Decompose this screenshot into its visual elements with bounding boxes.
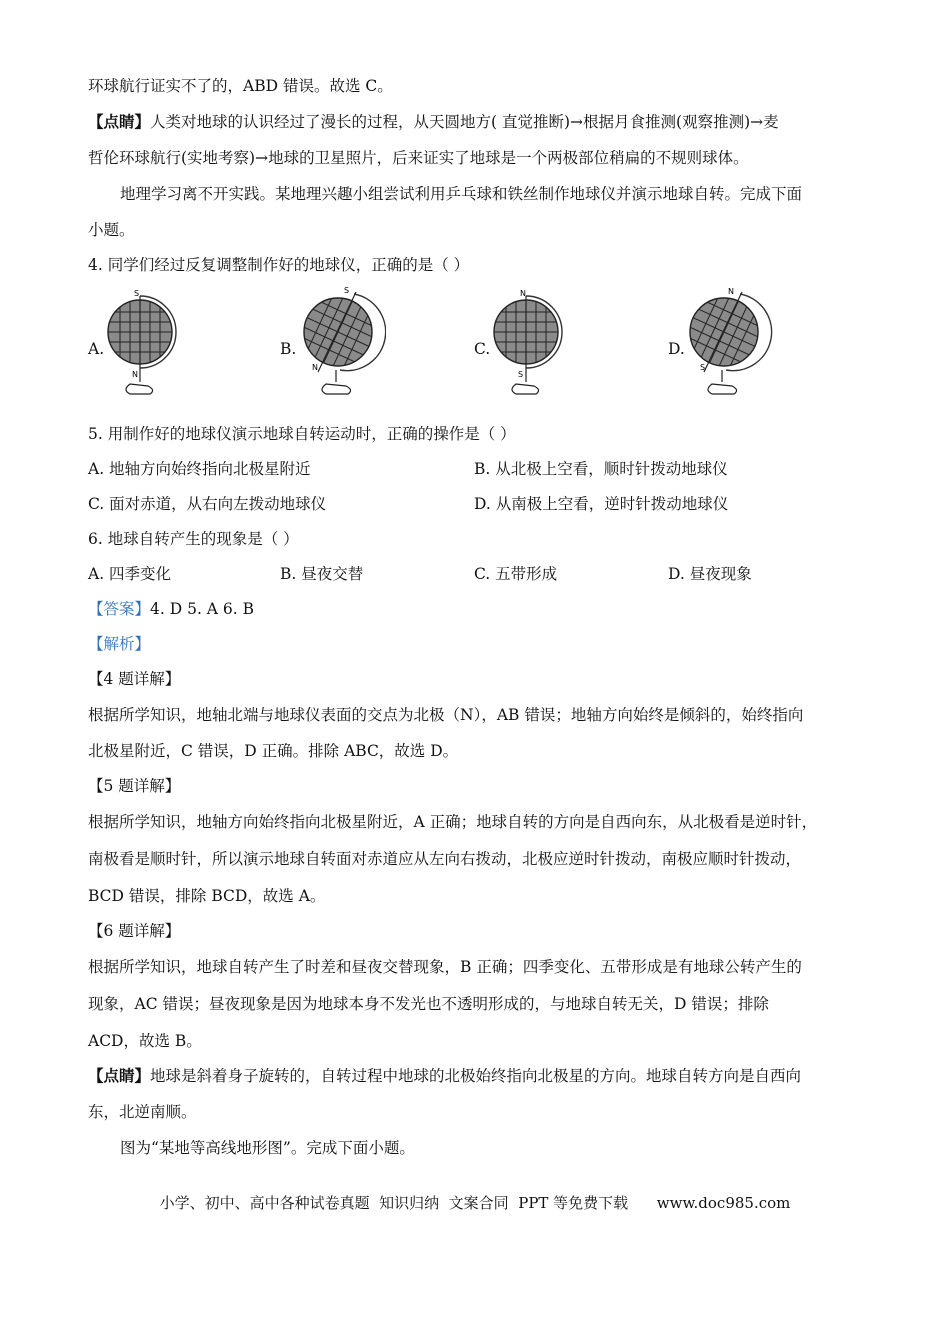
next-passage: 图为“某地等高线地形图”。完成下面小题。 — [120, 1139, 415, 1157]
passage-line2: 小题。 — [88, 221, 135, 239]
detail5-line2: 南极看是顺时针，所以演示地球自转面对赤道应从左向右拨动，北极应逆时针拨动，南极应顺时针拨动， — [88, 850, 802, 868]
globe-d-top-pole: N — [728, 287, 734, 296]
detail6-line2: 现象，AC 错误；昼夜现象是因为地球本身不发光也不透明形成的，与地球自转无关，D 错误；排除 — [88, 995, 769, 1013]
globe-d-bottom-pole: S — [700, 363, 706, 372]
detail5-line3: BCD 错误，排除 BCD，故选 A。 — [88, 887, 326, 905]
q4-stem: 4. 同学们经过反复调整制作好的地球仪，正确的是（ ） — [88, 256, 470, 274]
q4-option-a-label[interactable]: A. — [88, 340, 105, 358]
tip2-line2: 东，北逆南顺。 — [88, 1103, 197, 1121]
tip2-text: 地球是斜着身子旋转的，自转过程中地球的北极始终指向北极星的方向。地球自转方向是自西向 — [150, 1067, 802, 1085]
globe-b-bottom-pole: N — [312, 363, 318, 372]
q5-stem: 5. 用制作好的地球仪演示地球自转运动时，正确的操作是（ ） — [88, 425, 516, 443]
globe-a-top-pole: S — [134, 289, 140, 298]
q6-option-c[interactable]: C. 五带形成 — [474, 565, 558, 583]
globe-d-icon — [684, 286, 774, 400]
detail6-line3: ACD，故选 B。 — [88, 1032, 202, 1050]
detail5-line1: 根据所学知识，地轴方向始终指向北极星附近，A 正确；地球自转的方向是自西向东，从北极看是逆时针， — [88, 813, 818, 831]
answer-label: 【答案】 — [88, 600, 151, 618]
detail4-line2: 北极星附近，C 错误，D 正确。排除 ABC，故选 D。 — [88, 742, 459, 760]
globe-b-icon — [296, 284, 386, 400]
detail4-label: 【4 题详解】 — [88, 670, 181, 688]
answer-line — [88, 599, 254, 619]
detail5-label: 【5 题详解】 — [88, 777, 181, 795]
q4-option-c-label[interactable]: C. — [474, 340, 491, 358]
globe-a-icon — [104, 288, 184, 400]
detail4-line1: 根据所学知识，地轴北端与地球仪表面的交点为北极（N），AB 错误；地轴方向始终是倾斜的，始终指向 — [88, 706, 804, 724]
q5-option-a[interactable]: A. 地轴方向始终指向北极星附近 — [88, 460, 311, 478]
tip-label: 【点睛】 — [88, 112, 151, 131]
tip-paragraph-line1 — [88, 112, 779, 132]
page-footer: 小学、初中、高中各种试卷真题 知识归纳 文案合同 PPT 等免费下载 www.doc985.com — [159, 1194, 791, 1212]
q6-stem: 6. 地球自转产生的现象是（ ） — [88, 530, 299, 548]
q5-option-d[interactable]: D. 从南极上空看，逆时针拨动地球仪 — [474, 495, 729, 513]
q6-option-b[interactable]: B. 昼夜交替 — [280, 565, 364, 583]
analysis-label: 【解析】 — [88, 635, 151, 653]
tip2-label: 【点睛】 — [88, 1066, 151, 1085]
answer-text: 4. D 5. A 6. B — [150, 600, 255, 618]
q5-option-c[interactable]: C. 面对赤道，从右向左拨动地球仪 — [88, 495, 327, 513]
globe-b-top-pole: S — [344, 286, 350, 295]
tip-text: 人类对地球的认识经过了漫长的过程，从天圆地方( 直觉推断)→根据月食推测(观察推测)→麦 — [150, 113, 779, 131]
intro-line: 环球航行证实不了的，ABD 错误。故选 C。 — [88, 77, 393, 95]
q6-option-a[interactable]: A. 四季变化 — [88, 565, 172, 583]
q5-option-b[interactable]: B. 从北极上空看，顺时针拨动地球仪 — [474, 460, 728, 478]
tip-paragraph-line2: 哲伦环球航行(实地考察)→地球的卫星照片，后来证实了地球是一个两极部位稍扁的不规则球体。 — [88, 149, 749, 167]
q4-option-b-label[interactable]: B. — [280, 340, 297, 358]
globe-c-bottom-pole: S — [518, 370, 524, 379]
q4-option-d-label[interactable]: D. — [668, 340, 685, 358]
q6-option-d[interactable]: D. 昼夜现象 — [668, 565, 752, 583]
globe-c-icon — [490, 288, 570, 400]
detail6-line1: 根据所学知识，地球自转产生了时差和昼夜交替现象，B 正确；四季变化、五带形成是有地球公转产生的 — [88, 958, 802, 976]
globe-c-top-pole: N — [520, 289, 526, 298]
detail6-label: 【6 题详解】 — [88, 922, 181, 940]
globe-a-bottom-pole: N — [132, 370, 138, 379]
tip2-line1 — [88, 1066, 801, 1086]
passage-line1: 地理学习离不开实践。某地理兴趣小组尝试利用乒乓球和铁丝制作地球仪并演示地球自转。完成下面 — [120, 185, 803, 203]
